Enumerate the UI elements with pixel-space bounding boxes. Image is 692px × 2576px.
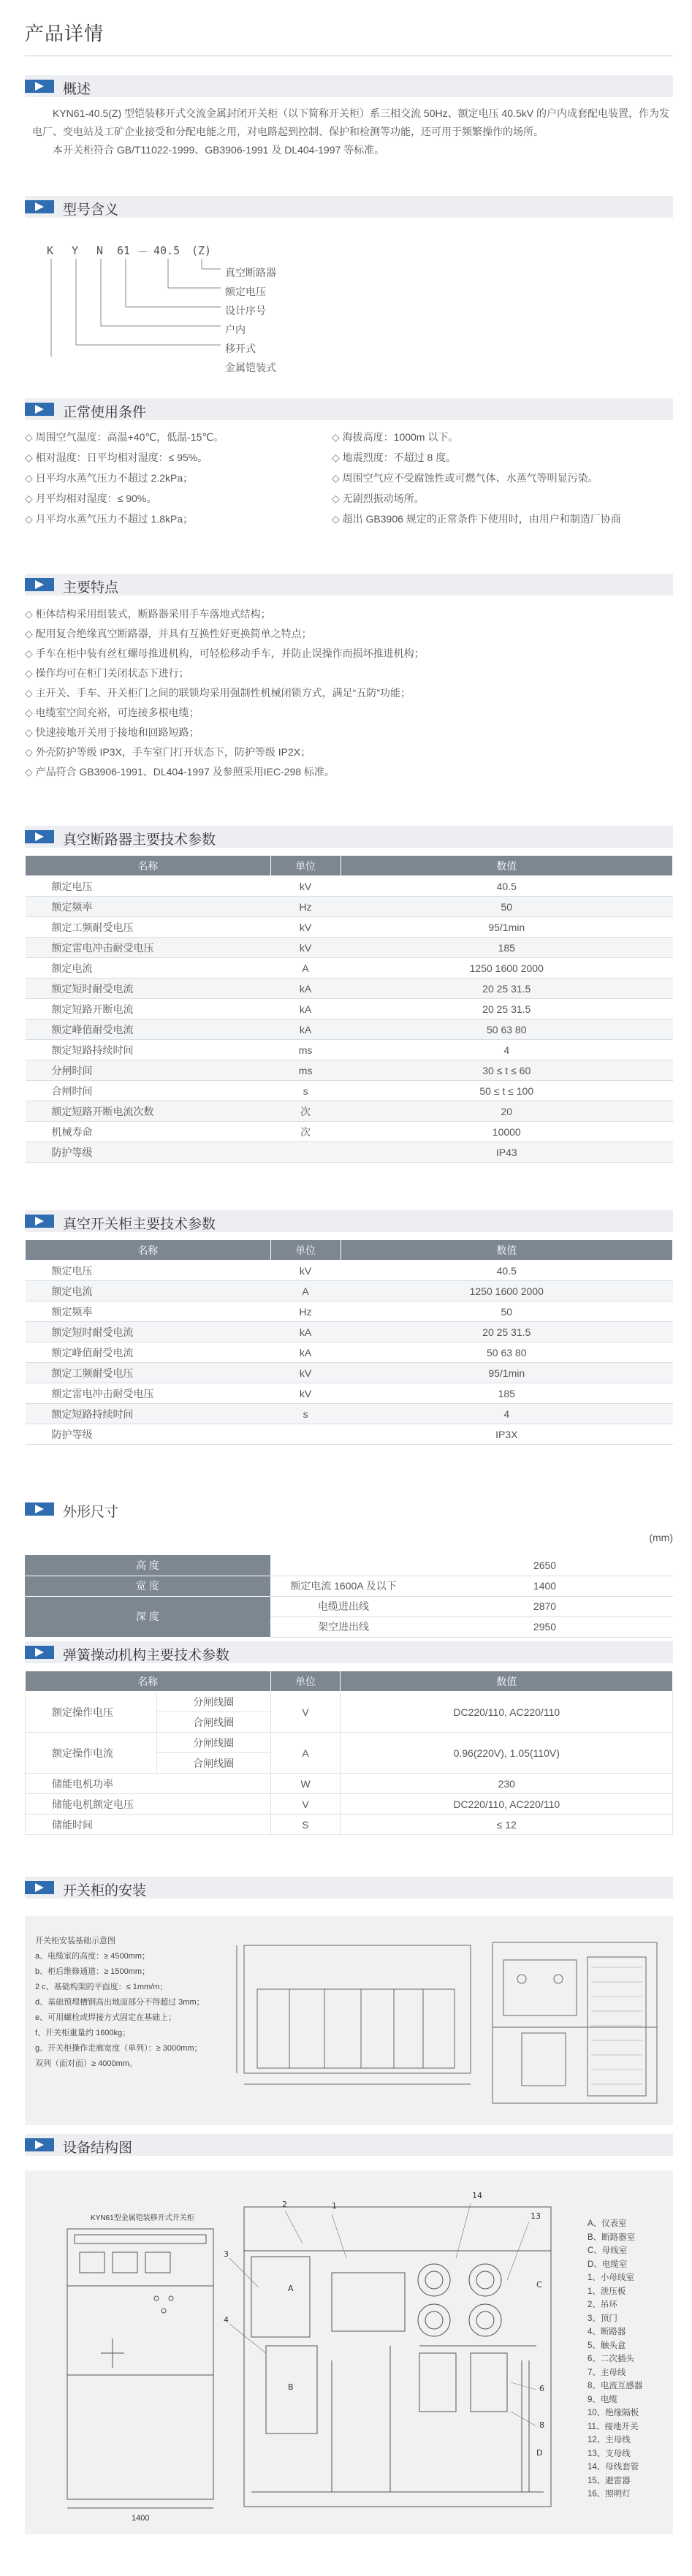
param-subname: 分闸线圈 — [156, 1733, 270, 1753]
param-name: 额定电流 — [26, 1281, 271, 1302]
model-code-k: K — [47, 244, 54, 257]
feature-item: ◇ 快速接地开关用于接地和回路短路； — [25, 723, 673, 742]
param-value: IP43 — [341, 1142, 672, 1163]
param-unit: 次 — [270, 1101, 341, 1122]
table-row — [26, 1733, 673, 1753]
param-unit: A — [270, 958, 341, 979]
dim-value: 1400 — [417, 1576, 673, 1596]
conditions-grid — [25, 429, 673, 527]
legend-item: D、电缆室 — [588, 2260, 628, 2269]
page-title: 产品详情 — [25, 23, 104, 45]
overview-paragraph: KYN61-40.5(Z) 型铠装移开式交流金属封闭开关柜（以下简称开关柜）系三相交流 50Hz、额定电压 40.5kV 的户内成套配电装置，作为发电厂、变电站及工矿企业接受和分配电能之用，对电路起到控制、保护和检测等功能，还可用于频繁操作的场所。 — [32, 107, 669, 137]
param-name: 储能时间 — [26, 1815, 271, 1835]
param-unit — [270, 1142, 341, 1163]
table-row — [25, 1576, 673, 1596]
param-name: 额定短路持续时间 — [26, 1040, 271, 1060]
param-name: 额定工频耐受电压 — [26, 917, 271, 938]
svg-text:4: 4 — [224, 2315, 229, 2325]
param-unit: W — [270, 1774, 341, 1794]
param-unit: kA — [270, 1342, 341, 1363]
play-triangle-icon — [35, 1883, 44, 1892]
param-name: 额定频率 — [26, 897, 271, 917]
param-subname: 分闸线圈 — [156, 1692, 270, 1712]
table-row — [26, 979, 673, 999]
param-name: 额定操作电压 — [26, 1692, 157, 1733]
model-meaning: 设计序号 — [225, 305, 266, 316]
table-row — [26, 1322, 673, 1342]
play-triangle-icon — [35, 1505, 44, 1513]
model-code-dash: － — [137, 246, 149, 259]
param-value: 40.5 — [341, 876, 672, 897]
param-value: 185 — [341, 1383, 672, 1404]
section-title: 概述 — [63, 82, 91, 97]
dim-note — [270, 1555, 417, 1576]
section-marker — [25, 403, 54, 416]
legend-item: 4、断路器 — [588, 2328, 626, 2336]
feature-item: ◇ 柜体结构采用组装式，断路器采用手车落地式结构； — [25, 604, 673, 624]
play-triangle-icon — [35, 1648, 44, 1657]
param-unit: kV — [270, 1363, 341, 1383]
condition-item: ◇ 超出 GB3906 规定的正常条件下使用时，由用户和制造厂协商 — [332, 511, 668, 527]
model-code-n: N — [96, 244, 104, 257]
spring-spec-table — [25, 1671, 673, 1835]
structure-drawing — [25, 2170, 673, 2534]
param-unit: s — [270, 1404, 341, 1424]
feature-item: ◇ 外壳防护等级 IP3X，手车室门打开状态下，防护等级 IP2X； — [25, 742, 673, 762]
param-name: 额定短时耐受电流 — [26, 979, 271, 999]
param-name: 储能电机额定电压 — [26, 1794, 271, 1815]
legend-item: 8、电流互感器 — [588, 2382, 643, 2390]
section-title: 外形尺寸 — [63, 1505, 119, 1520]
table-row — [26, 1774, 673, 1794]
legend-item: 11、接地开关 — [588, 2422, 639, 2431]
legend-item: 1、泄压板 — [588, 2287, 626, 2296]
table-row — [26, 1040, 673, 1060]
install-note: g、开关柜操作走廊宽度（单列）：≥ 3000mm； — [35, 2044, 202, 2053]
features-section — [25, 574, 673, 782]
param-unit: ms — [270, 1060, 341, 1081]
condition-item: ◇ 周围空气应不受腐蚀性或可燃气体、水蒸气等明显污染。 — [332, 470, 668, 486]
table-row — [26, 1342, 673, 1363]
section-title: 型号含义 — [63, 202, 119, 218]
model-meaning: 真空断路器 — [225, 267, 276, 278]
section-marker — [25, 80, 54, 93]
param-value: 20 25 31.5 — [341, 999, 672, 1019]
dim-label: 深 度 — [25, 1596, 270, 1637]
legend-item: B、断路器室 — [588, 2233, 636, 2242]
table-row — [26, 1404, 673, 1424]
table-row — [26, 999, 673, 1019]
table-header-row — [26, 1240, 673, 1261]
breaker-spec-table — [25, 855, 673, 1163]
section-header — [25, 75, 673, 97]
param-value: DC220/110, AC220/110 — [341, 1692, 673, 1733]
table-row — [26, 1692, 673, 1712]
param-value: 50 — [341, 1302, 672, 1322]
section-header — [25, 1210, 673, 1232]
dim-note: 架空进出线 — [270, 1616, 417, 1637]
param-name: 机械寿命 — [26, 1122, 271, 1142]
conditions-section — [25, 398, 673, 527]
param-value: 10000 — [341, 1122, 672, 1142]
table-row — [26, 1794, 673, 1815]
condition-item: ◇ 相对湿度：日平均相对湿度：≤ 95%。 — [25, 449, 332, 466]
param-value: 20 25 31.5 — [341, 979, 672, 999]
dim-note: 电缆进出线 — [270, 1596, 417, 1616]
play-triangle-icon — [35, 1217, 44, 1226]
legend-item: 2、吊环 — [588, 2300, 617, 2309]
param-unit: Hz — [270, 897, 341, 917]
table-header-row — [26, 856, 673, 876]
svg-text:D: D — [536, 2448, 543, 2458]
section-title: 主要特点 — [63, 580, 119, 596]
column-header: 单位 — [270, 856, 341, 876]
condition-item: ◇ 月平均相对湿度：≤ 90%。 — [25, 490, 332, 506]
table-row — [26, 1363, 673, 1383]
legend-item: 1、小母线室 — [588, 2273, 634, 2282]
table-row — [26, 1302, 673, 1322]
structure-legend — [588, 2217, 642, 2501]
param-unit: ms — [270, 1040, 341, 1060]
column-header: 单位 — [270, 1671, 341, 1692]
model-bracket-lines — [25, 218, 244, 357]
table-row — [25, 1596, 673, 1616]
legend-item: A、仪表室 — [588, 2219, 627, 2228]
section-header — [25, 2134, 673, 2156]
param-value: 230 — [341, 1774, 673, 1794]
feature-item: ◇ 操作均可在柜门关闭状态下进行； — [25, 664, 673, 683]
svg-text:6: 6 — [539, 2384, 544, 2393]
cabinet-spec-table — [25, 1239, 673, 1445]
svg-text:8: 8 — [539, 2420, 544, 2430]
svg-text:13: 13 — [531, 2211, 541, 2221]
table-row — [26, 1101, 673, 1122]
install-note: b、柜后维修通道：≥ 1500mm； — [35, 1967, 151, 1976]
install-note: 2 c、基础构架的平面度：≤ 1mm/m； — [35, 1983, 168, 1991]
install-note: f、开关柜重量约 1600kg； — [35, 2029, 131, 2037]
param-name: 额定操作电流 — [26, 1733, 157, 1774]
param-value: ≤ 12 — [341, 1815, 673, 1835]
param-name: 额定短路开断电流次数 — [26, 1101, 271, 1122]
table-row — [26, 897, 673, 917]
foundation-plan-drawing — [25, 1916, 673, 2125]
feature-item: ◇ 主开关、手车、开关柜门之间的联锁均采用强制性机械闭锁方式，满足“五防”功能； — [25, 683, 673, 703]
param-value: 95/1min — [341, 1363, 672, 1383]
param-name: 额定工频耐受电压 — [26, 1363, 271, 1383]
param-value: 50 ≤ t ≤ 100 — [341, 1081, 672, 1101]
structure-section — [25, 2134, 673, 2156]
play-triangle-icon — [35, 405, 44, 414]
condition-item: ◇ 月平均水蒸气压力不超过 1.8kPa； — [25, 511, 332, 527]
param-unit: V — [270, 1794, 341, 1815]
front-view-width: 1400 — [132, 2514, 150, 2523]
play-triangle-icon — [35, 202, 44, 211]
legend-item: 13、支母线 — [588, 2449, 631, 2458]
section-title: 开关柜的安装 — [63, 1883, 147, 1899]
param-unit: kA — [270, 999, 341, 1019]
param-value: 20 — [341, 1101, 672, 1122]
section-marker — [25, 2138, 54, 2151]
legend-item: 5、触头盒 — [588, 2341, 626, 2350]
param-value: IP3X — [341, 1424, 672, 1445]
svg-text:2: 2 — [282, 2200, 287, 2209]
front-view-caption: KYN61型金属铠装移开式开关柜 — [91, 2214, 194, 2222]
param-unit: V — [270, 1692, 341, 1733]
model-meaning: 户内 — [225, 324, 246, 335]
svg-text:C: C — [536, 2280, 542, 2290]
condition-item: ◇ 海拔高度：1000m 以下。 — [332, 429, 668, 445]
param-name: 额定短路持续时间 — [26, 1404, 271, 1424]
dimensions-table — [25, 1555, 673, 1638]
table-row — [26, 1122, 673, 1142]
svg-text:1: 1 — [332, 2201, 337, 2211]
section-header — [25, 1498, 673, 1520]
param-name: 储能电机功率 — [26, 1774, 271, 1794]
param-name: 额定电流 — [26, 958, 271, 979]
overview-section — [25, 75, 673, 159]
dim-value: 2650 — [417, 1555, 673, 1576]
param-unit — [270, 1424, 341, 1445]
table-header-row — [26, 1671, 673, 1692]
svg-text:B: B — [288, 2382, 294, 2392]
param-unit: A — [270, 1281, 341, 1302]
table-row — [26, 1060, 673, 1081]
condition-item: ◇ 周围空气温度：高温+40℃，低温-15℃。 — [25, 429, 332, 445]
dimension-unit: (mm) — [649, 1532, 673, 1543]
play-triangle-icon — [35, 82, 44, 91]
section-marker — [25, 1881, 54, 1894]
table-row — [26, 1261, 673, 1281]
section-marker — [25, 1646, 54, 1659]
table-row — [26, 1815, 673, 1835]
table-row — [25, 1555, 673, 1576]
features-list — [25, 604, 673, 782]
section-header — [25, 1641, 673, 1663]
param-value: 1250 1600 2000 — [341, 1281, 672, 1302]
param-subname: 合闸线圈 — [156, 1753, 270, 1774]
param-name: 额定频率 — [26, 1302, 271, 1322]
model-code-y: Y — [72, 244, 79, 257]
model-section — [25, 196, 673, 373]
spring-section — [25, 1641, 673, 1835]
param-value: 0.96(220V), 1.05(110V) — [341, 1733, 673, 1774]
section-title: 真空断路器主要技术参数 — [63, 832, 216, 848]
param-value: 185 — [341, 938, 672, 958]
param-value: 50 — [341, 897, 672, 917]
section-header — [25, 826, 673, 848]
param-unit: Hz — [270, 1302, 341, 1322]
param-unit: kA — [270, 1322, 341, 1342]
param-value: 50 63 80 — [341, 1019, 672, 1040]
overview-text — [25, 105, 673, 159]
column-header: 单位 — [270, 1240, 341, 1261]
model-meaning: 额定电压 — [225, 286, 266, 297]
param-name: 防护等级 — [26, 1142, 271, 1163]
model-meaning: 金属铠装式 — [225, 362, 276, 373]
section-marker — [25, 1215, 54, 1228]
column-header: 数值 — [341, 1671, 673, 1692]
section-header — [25, 1877, 673, 1899]
param-name: 额定雷电冲击耐受电压 — [26, 1383, 271, 1404]
overview-standards: 本开关柜符合 GB/T11022-1999、GB3906-1991 及 DL404-1997 等标准。 — [53, 144, 385, 156]
param-unit: 次 — [270, 1122, 341, 1142]
param-unit: kV — [270, 917, 341, 938]
dim-value: 2950 — [417, 1616, 673, 1637]
param-value: 40.5 — [341, 1261, 672, 1281]
param-value: 1250 1600 2000 — [341, 958, 672, 979]
table-row — [26, 938, 673, 958]
install-drawing — [25, 1916, 673, 2125]
param-value: 20 25 31.5 — [341, 1322, 672, 1342]
legend-item: C、母线室 — [588, 2246, 628, 2255]
column-header: 数值 — [341, 1240, 672, 1261]
column-header: 名称 — [26, 1671, 271, 1692]
param-unit: S — [270, 1815, 341, 1835]
svg-text:14: 14 — [472, 2191, 482, 2200]
param-name: 额定电压 — [26, 876, 271, 897]
param-name: 额定短时耐受电流 — [26, 1322, 271, 1342]
play-triangle-icon — [35, 2140, 44, 2149]
legend-item: 12、主母线 — [588, 2436, 631, 2444]
param-unit: kA — [270, 979, 341, 999]
section-marker — [25, 830, 54, 843]
legend-item: 3、顶门 — [588, 2314, 617, 2323]
cabinet-section — [25, 1210, 673, 1445]
legend-item: 10、绝缘隔板 — [588, 2409, 639, 2417]
feature-item: ◇ 电缆室空间充裕，可连接多根电缆； — [25, 703, 673, 723]
install-note: a、电缆室的高度：≥ 4500mm； — [35, 1952, 151, 1961]
model-diagram — [25, 218, 673, 373]
table-row — [26, 1281, 673, 1302]
section-header — [25, 196, 673, 218]
column-header: 数值 — [341, 856, 672, 876]
legend-item: 16、照明灯 — [588, 2490, 631, 2499]
condition-item: ◇ 无剧烈振动场所。 — [332, 490, 668, 506]
param-name: 额定电压 — [26, 1261, 271, 1281]
table-row — [26, 876, 673, 897]
dimensions-section — [25, 1498, 673, 1543]
param-name: 防护等级 — [26, 1424, 271, 1445]
model-code-voltage: 40.5 — [153, 244, 180, 257]
param-unit: kA — [270, 1019, 341, 1040]
param-value: 4 — [341, 1040, 672, 1060]
param-subname: 合闸线圈 — [156, 1712, 270, 1733]
feature-item: ◇ 配用复合绝缘真空断路器，并具有互换性好更换简单之特点； — [25, 624, 673, 644]
section-marker — [25, 578, 54, 591]
svg-text:3: 3 — [224, 2249, 229, 2259]
param-unit: s — [270, 1081, 341, 1101]
param-name: 额定雷电冲击耐受电压 — [26, 938, 271, 958]
param-unit: kV — [270, 938, 341, 958]
section-header — [25, 574, 673, 596]
section-title: 正常使用条件 — [63, 405, 147, 420]
install-section — [25, 1877, 673, 1899]
play-triangle-icon — [35, 580, 44, 589]
feature-item: ◇ 产品符合 GB3906-1991、DL404-1997 及参照采用IEC-298 标准。 — [25, 762, 673, 782]
play-triangle-icon — [35, 832, 44, 841]
param-name: 额定峰值耐受电流 — [26, 1342, 271, 1363]
param-name: 分闸时间 — [26, 1060, 271, 1081]
param-value: DC220/110, AC220/110 — [341, 1794, 673, 1815]
table-row — [26, 917, 673, 938]
section-marker — [25, 200, 54, 213]
legend-item: 9、电缆 — [588, 2395, 617, 2404]
param-unit: kV — [270, 1383, 341, 1404]
param-value: 50 63 80 — [341, 1342, 672, 1363]
section-marker — [25, 1502, 54, 1516]
param-unit: kV — [270, 876, 341, 897]
param-value: 95/1min — [341, 917, 672, 938]
condition-item: ◇ 地震烈度：不超过 8 度。 — [332, 449, 668, 466]
param-value: 4 — [341, 1404, 672, 1424]
section-title: 真空开关柜主要技术参数 — [63, 1217, 216, 1232]
param-value: 30 ≤ t ≤ 60 — [341, 1060, 672, 1081]
table-row — [26, 1142, 673, 1163]
dim-value: 2870 — [417, 1596, 673, 1616]
param-name: 额定峰值耐受电流 — [26, 1019, 271, 1040]
legend-item: 15、避雷器 — [588, 2476, 631, 2485]
dim-note: 额定电流 1600A 及以下 — [270, 1576, 417, 1596]
model-code-series: 61 — [117, 244, 131, 257]
table-row — [26, 958, 673, 979]
table-row — [26, 1383, 673, 1404]
install-note: 双列（面对面）≥ 4000mm。 — [35, 2059, 137, 2068]
model-meaning-list — [225, 263, 276, 377]
column-header: 名称 — [26, 856, 271, 876]
feature-item: ◇ 手车在柜中装有丝杠螺母推进机构，可轻松移动手车，并防止误操作而损坏推进机构； — [25, 644, 673, 664]
legend-item: 6、二次插头 — [588, 2355, 634, 2363]
column-header: 名称 — [26, 1240, 271, 1261]
table-row — [26, 1081, 673, 1101]
param-name: 额定短路开断电流 — [26, 999, 271, 1019]
condition-item: ◇ 日平均水蒸气压力不超过 2.2kPa； — [25, 470, 332, 486]
legend-item: 14、母线套管 — [588, 2463, 639, 2471]
model-meaning: 移开式 — [225, 343, 256, 354]
install-note: d、基础预埋槽钢高出地面部分不得超过 3mm； — [35, 1998, 205, 2007]
svg-text:A: A — [288, 2284, 294, 2293]
param-unit: kV — [270, 1261, 341, 1281]
table-row — [26, 1019, 673, 1040]
install-note: 开关柜安装基础示意图 — [35, 1937, 115, 1945]
section-header — [25, 398, 673, 420]
cabinet-front-and-section-view — [25, 2170, 673, 2534]
param-unit: A — [270, 1733, 341, 1774]
dim-label: 宽 度 — [25, 1576, 270, 1596]
install-note: e、可用螺栓或焊接方式固定在基础上； — [35, 2013, 177, 2022]
model-code-z: (Z) — [191, 244, 212, 257]
breaker-section — [25, 826, 673, 1163]
section-title: 设备结构图 — [63, 2140, 133, 2156]
param-name: 合闸时间 — [26, 1081, 271, 1101]
dim-label: 高 度 — [25, 1555, 270, 1576]
section-title: 弹簧操动机构主要技术参数 — [63, 1648, 230, 1663]
table-row — [26, 1424, 673, 1445]
legend-item: 7、主母线 — [588, 2368, 626, 2377]
